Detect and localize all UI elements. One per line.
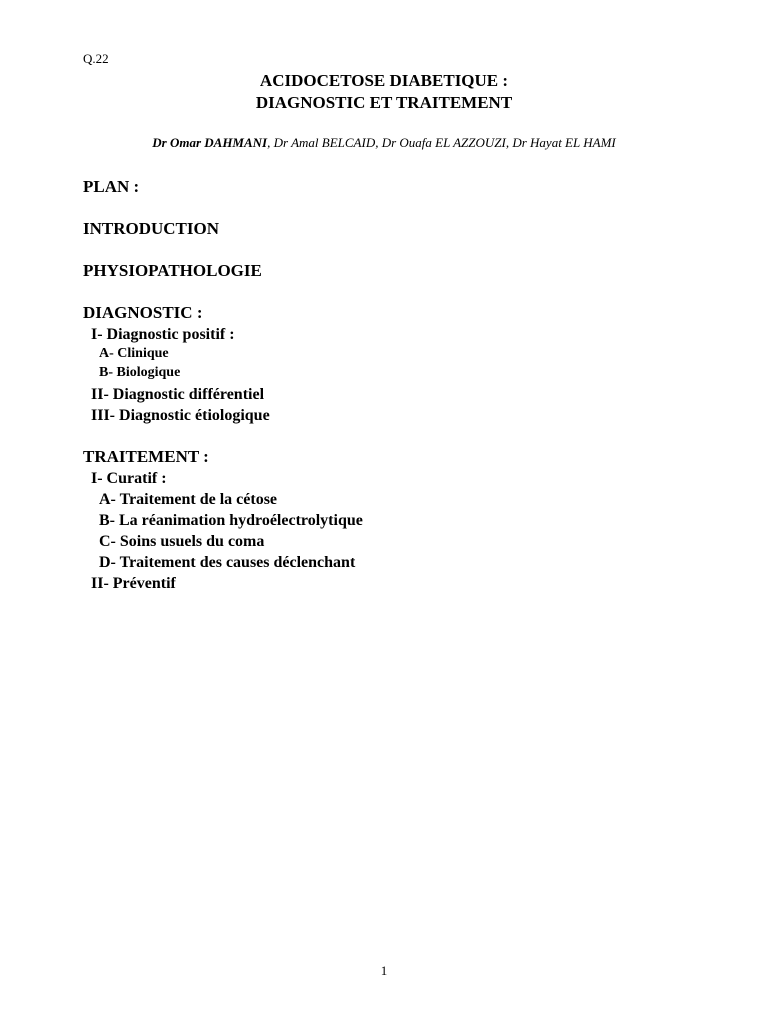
- document-title-line-1: ACIDOCETOSE DIABETIQUE :: [259, 71, 509, 90]
- item-curatif: I- Curatif :: [91, 470, 167, 487]
- section-introduction: INTRODUCTION: [83, 219, 220, 238]
- question-number: Q.22: [83, 51, 109, 66]
- item-traitement-cetose: A- Traitement de la cétose: [99, 491, 278, 508]
- co-authors: , Dr Amal BELCAID, Dr Ouafa EL AZZOUZI, Dr Hayat EL HAMI: [267, 135, 616, 150]
- item-soins-usuels: C- Soins usuels du coma: [99, 533, 265, 550]
- author-line: [0, 135, 768, 151]
- item-preventif: II- Préventif: [91, 575, 176, 592]
- section-traitement: TRAITEMENT :: [83, 447, 209, 466]
- page-number: 1: [380, 963, 388, 978]
- document-title-line-2: DIAGNOSTIC ET TRAITEMENT: [255, 93, 513, 112]
- section-physiopathologie: PHYSIOPATHOLOGIE: [83, 261, 262, 280]
- item-clinique: A- Clinique: [99, 346, 169, 361]
- section-diagnostic: DIAGNOSTIC :: [83, 303, 203, 322]
- item-diagnostic-differentiel: II- Diagnostic différentiel: [91, 386, 265, 403]
- item-diagnostic-etiologique: III- Diagnostic étiologique: [91, 407, 270, 424]
- lead-author: Dr Omar DAHMANI: [152, 135, 268, 150]
- plan-heading: PLAN :: [83, 177, 140, 196]
- item-diagnostic-positif: I- Diagnostic positif :: [91, 326, 235, 343]
- item-reanimation: B- La réanimation hydroélectrolytique: [99, 512, 363, 529]
- item-traitement-causes: D- Traitement des causes déclenchant: [99, 554, 356, 571]
- item-biologique: B- Biologique: [99, 365, 181, 380]
